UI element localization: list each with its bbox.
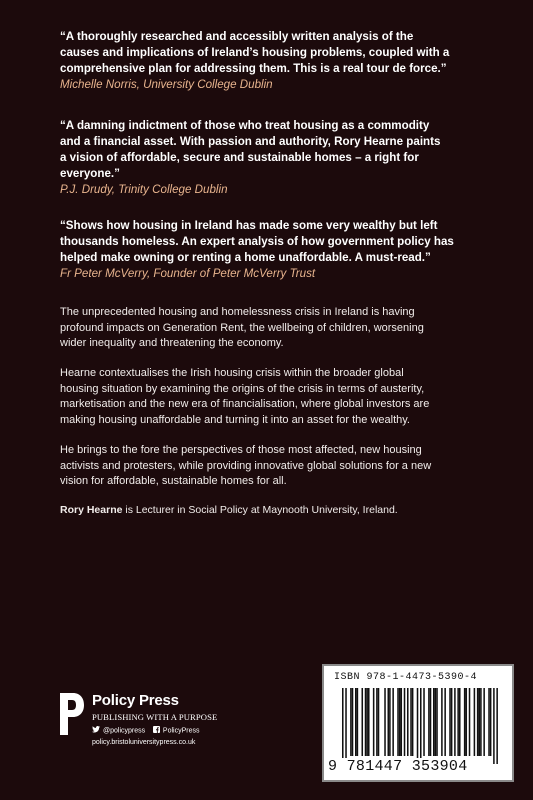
barcode-bar (479, 688, 481, 756)
facebook-icon (153, 726, 160, 735)
policy-press-logo-icon (60, 693, 84, 735)
barcode-bar (466, 688, 468, 756)
author-bio (60, 503, 480, 518)
author-bio-text: is Lecturer in Social Policy at Maynooth University, Ireland. (122, 504, 398, 516)
blurb-paragraph-3: He brings to the fore the perspectives of those most affected, new housing activists and protesters, while providing innovative global solutions for a new vision for affordable, sustainable homes for all. (60, 444, 432, 487)
endorsement-quote-1 (60, 29, 480, 93)
barcode-bar (407, 688, 409, 756)
barcode-bar (352, 688, 354, 756)
barcode-bar (410, 688, 412, 756)
twitter-icon (92, 726, 100, 735)
barcode-bar (404, 688, 406, 756)
barcode-bar (389, 688, 391, 756)
barcode-bar (435, 688, 437, 756)
author-name: Rory Hearne (60, 504, 123, 516)
barcode-bar (441, 688, 443, 756)
barcode-bar (430, 688, 432, 756)
isbn-label: ISBN 978-1-4473-5390-4 (334, 672, 478, 683)
barcode-bar (401, 688, 403, 756)
barcode-bar (392, 688, 394, 756)
barcode-bar (366, 688, 368, 756)
barcode-bar (384, 688, 386, 756)
barcode-bar (454, 688, 456, 756)
barcode-bar (350, 688, 352, 756)
quote-text: “Shows how housing in Ireland has made some very wealthy but left thousands homeless. An expert analysis of how government policy has helped make owning or renting a home unaffordable. A must-read.” (60, 219, 454, 264)
isbn-barcode (322, 664, 514, 782)
barcode-bar (342, 688, 344, 764)
barcode-bar (355, 688, 357, 756)
publisher-url: policy.bristoluniversitypress.co.uk (92, 739, 196, 746)
barcode-bar (436, 688, 438, 756)
barcode-bar (433, 688, 435, 756)
publisher-tagline: PUBLISHING WITH A PURPOSE (92, 712, 218, 722)
publisher-block (60, 693, 300, 763)
barcode-bar (457, 688, 459, 756)
twitter-handle: @policypress (103, 727, 146, 735)
barcode-bar (474, 688, 476, 756)
barcode-bar (357, 688, 359, 756)
barcode-bar (490, 688, 492, 756)
quote-attribution: Michelle Norris, University College Dublin (60, 78, 273, 91)
barcode-bar (483, 688, 485, 756)
publisher-social (92, 726, 199, 735)
barcode-bar (417, 688, 419, 764)
endorsement-quote-2 (60, 118, 480, 198)
quote-text: “A thoroughly researched and accessibly written analysis of the causes and implications of Ireland’s housing problems, coupled with a comprehensive plan for addressing them. This is a real tour de force.” (60, 30, 450, 75)
barcode-bar (423, 688, 425, 756)
barcode-bar (488, 688, 490, 756)
quote-attribution: Fr Peter McVerry, Founder of Peter McVerry Trust (60, 267, 316, 280)
barcode-bar (376, 688, 378, 756)
barcode-bar (345, 688, 347, 764)
blurb-paragraph-2: Hearne contextualises the Irish housing crisis within the broader global housing situation by examining the origins of the crisis in terms of austerity, marketisation and the new era of financialisation, where global investors are making housing unaffordable and turning it into an asset for the wealthy. (60, 367, 430, 426)
facebook-handle: PolicyPress (162, 727, 200, 735)
quote-text: “A damning indictment of those who treat housing as a commodity and a financial asset. With passion and authority, Rory Hearne paints a vision of affordable, secure and sustainable homes – a right for everyone.” (60, 119, 441, 180)
barcode-bar (412, 688, 414, 756)
barcode-bar (480, 688, 482, 756)
blurb-paragraph-1: The unprecedented housing and homelessness crisis in Ireland is having profound impacts on Generation Rent, the wellbeing of children, worsening wider inequality and threatening the economy. (60, 306, 424, 349)
endorsement-quote-3 (60, 218, 480, 282)
barcode-bar (496, 688, 498, 764)
barcode-bar (399, 688, 401, 756)
isbn-digits: 9 781447 353904 (328, 758, 468, 775)
barcode-bar (428, 688, 430, 756)
barcode-bar (493, 688, 495, 764)
publisher-name: Policy Press (92, 692, 179, 709)
barcode-bar (449, 688, 451, 756)
barcode-bar (373, 688, 375, 756)
barcode-bar (378, 688, 380, 756)
barcode-bar (451, 688, 453, 756)
barcode-bar (365, 688, 367, 756)
barcode-bar (459, 688, 461, 756)
barcode-bar (388, 688, 390, 756)
barcode-bar (444, 688, 446, 756)
barcode-bar (469, 688, 471, 756)
barcode-bar (368, 688, 370, 756)
quote-attribution: P.J. Drudy, Trinity College Dublin (60, 183, 228, 196)
barcode-bar (477, 688, 479, 756)
barcode-bar (464, 688, 466, 756)
barcode-bar (362, 688, 364, 756)
barcode-bars (342, 688, 498, 764)
barcode-bar (397, 688, 399, 756)
barcode-bar (420, 688, 422, 764)
